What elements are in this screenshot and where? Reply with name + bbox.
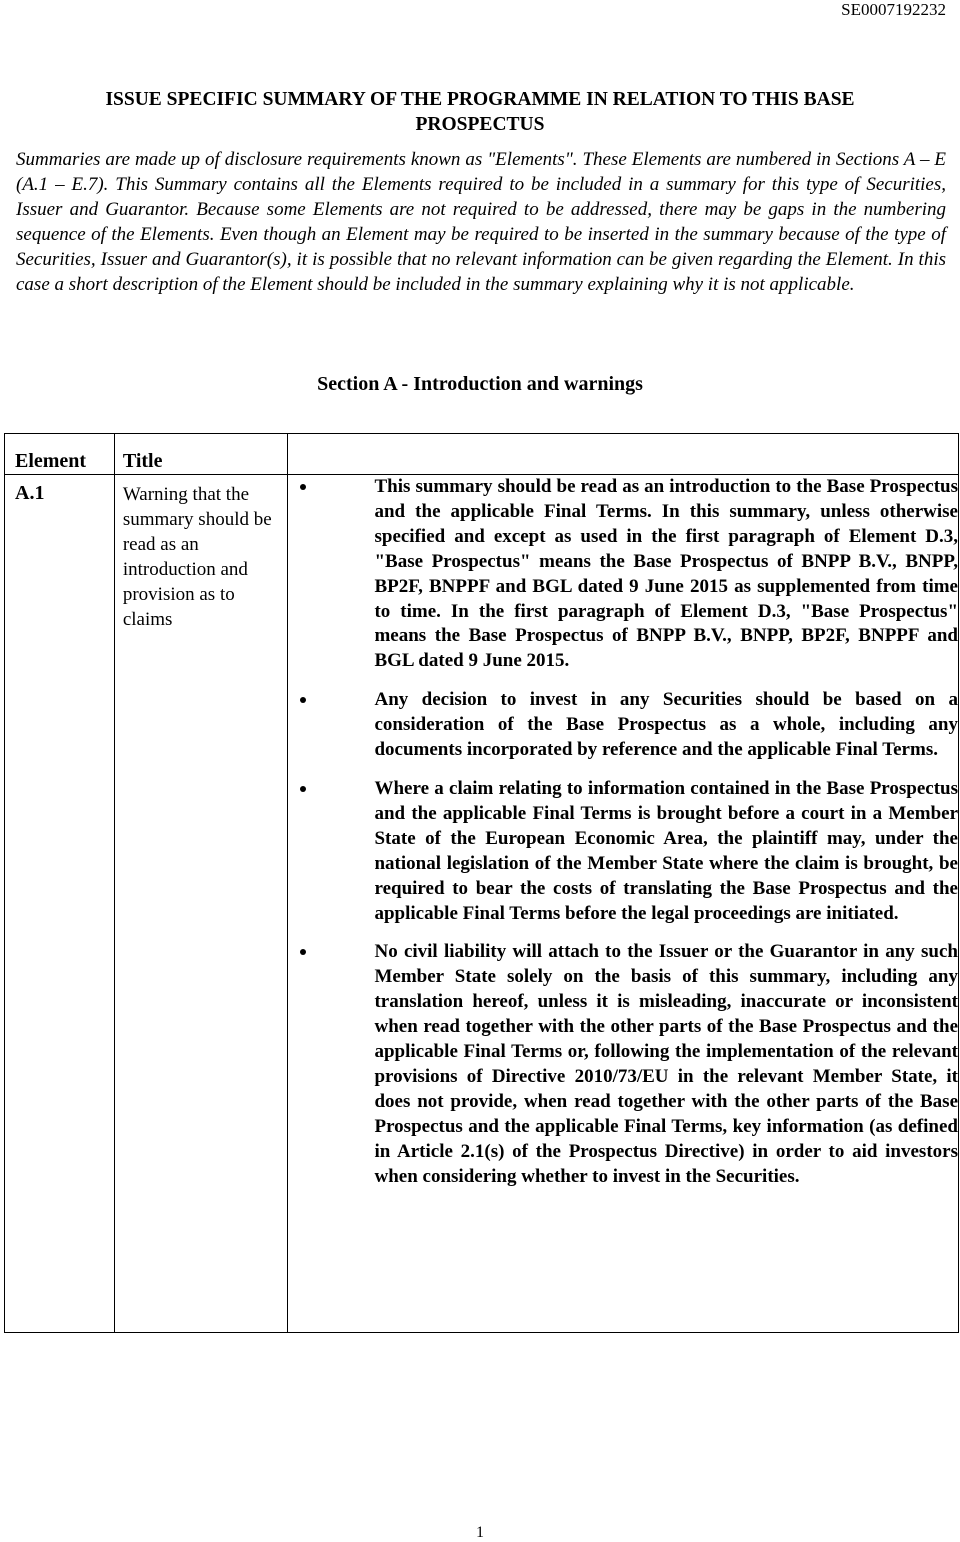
header-content-cell <box>288 434 959 475</box>
header-title-cell <box>114 434 288 475</box>
bullet-icon <box>300 949 306 955</box>
intro-paragraph: Summaries are made up of disclosure requirements known as "Elements". These Elements are numbered in Sections A – E (A.1 – E.7). This Summary contains all the Elements required to be included in a summary for this type of Securities, Issuer and Guarantor. Because some Elements are not required to be addressed, there may be gaps in the numbering sequence of the Elements. Even though an Element may be required to be inserted in the summary because of the type of Securities, Issuer and Guarantor(s), it is possible that no relevant information can be given regarding the Element. In this case a short description of the Element should be included in the summary explaining why it is not applicable. <box>16 149 946 295</box>
list-item <box>288 688 958 763</box>
element-title-cell <box>114 475 288 1333</box>
header-element-label: Element <box>15 450 87 472</box>
bullet-text: No civil liability will attach to the Issuer or the Guarantor in any such Member State solely on the basis of this summary, including any translation hereof, unless it is misleading, inaccurate or inconsistent when read together with the other parts of the Base Prospectus and the applicable Final Terms or, following the implementation of the relevant provisions of Directive 2010/73/EU in the relevant Member State, it does not provide, when read together with the other parts of the Base Prospectus and the applicable Final Terms, key information (as defined in Article 2.1(s) of the Prospectus Directive) in order to aid investors when considering whether to invest in the Securities. <box>374 941 958 1187</box>
list-item <box>288 940 958 1189</box>
header-title-label: Title <box>122 450 163 472</box>
element-code: A.1 <box>15 482 45 504</box>
bullet-icon <box>300 697 306 703</box>
bullet-text: Any decision to invest in any Securities should be based on a consideration of the Base Prospectus as a whole, including any documents incorporated by reference and the applicable Final Terms. <box>374 689 958 761</box>
summary-table <box>4 433 959 1333</box>
bullet-icon <box>300 484 306 490</box>
element-title: Warning that the summary should be read as an introduction and provision as to claims <box>122 484 272 630</box>
element-code-cell <box>5 475 115 1333</box>
bullet-text: This summary should be read as an introduction to the Base Prospectus and the applicable Final Terms. In this summary, unless otherwise specified and except as used in the first paragraph of Element D.3, "Base Prospectus" means the Base Prospectus of BNPP B.V., BNPP, BP2F, BNPPF and BGL dated 9 June 2015 as supplemented from time to time. In the first paragraph of Element D.3, "Base Prospectus" means the Base Prospectus of BNPP B.V., BNPP, BP2F, BNPPF and BGL dated 9 June 2015. <box>374 476 958 672</box>
document-title: ISSUE SPECIFIC SUMMARY OF THE PROGRAMME IN RELATION TO THIS BASE PROSPECTUS <box>105 89 855 135</box>
table-header-row <box>5 434 959 475</box>
list-item <box>288 777 958 926</box>
page-number: 1 <box>476 1524 484 1541</box>
document-id: SE0007192232 <box>841 0 946 19</box>
bullet-list <box>288 475 958 1189</box>
section-heading: Section A - Introduction and warnings <box>317 373 643 395</box>
bullet-text: Where a claim relating to information contained in the Base Prospectus and the applicable Final Terms is brought before a court in a Member State of the European Economic Area, the plaintiff may, under the national legislation of the Member State where the claim is brought, be required to bear the costs of translating the Base Prospectus and the applicable Final Terms before the legal proceedings are initiated. <box>374 777 958 924</box>
header-element-cell <box>5 434 115 475</box>
list-item <box>288 475 958 674</box>
bullet-icon <box>300 786 306 792</box>
element-content-cell <box>288 475 959 1333</box>
table-row <box>5 475 959 1333</box>
